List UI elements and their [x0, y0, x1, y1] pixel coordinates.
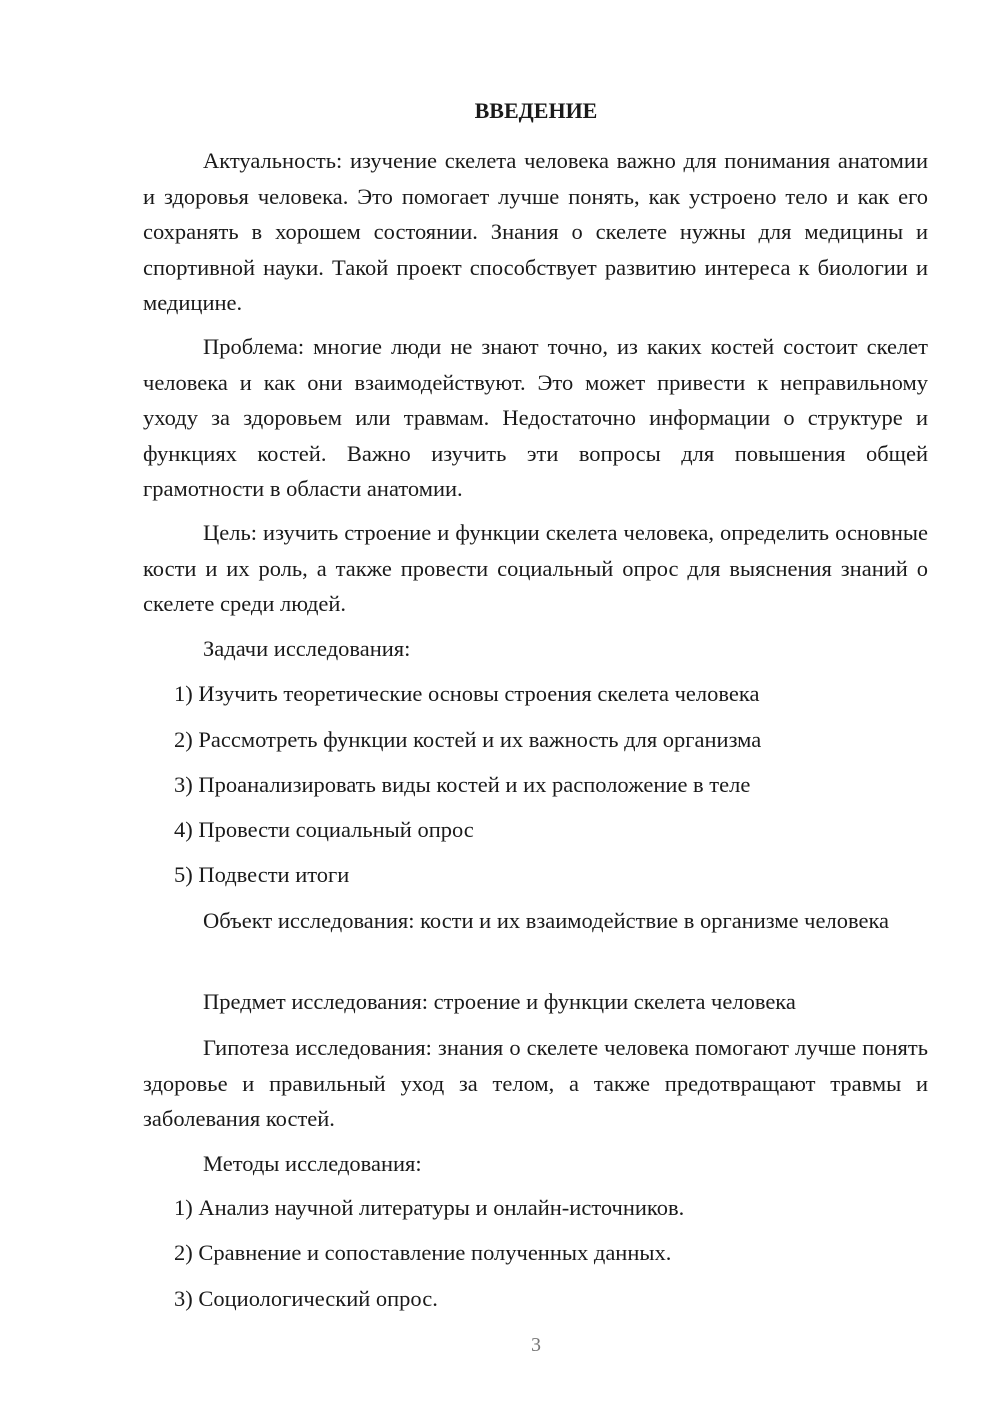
method-item: 1) Анализ научной литературы и онлайн-источников. — [174, 1195, 685, 1220]
object-paragraph: Объект исследования: кости и их взаимодействие в организме человека — [203, 908, 890, 933]
task-item: 2) Рассмотреть функции костей и их важность для организма — [174, 727, 762, 752]
task-item: 5) Подвести итоги — [174, 862, 350, 887]
goal-paragraph: Цель: изучить строение и функции скелета человека, определить основные кости и их роль, а также провести социальный опрос для выяснения знаний о скелете среди людей. — [143, 520, 928, 616]
tasks-heading: Задачи исследования: — [203, 636, 411, 661]
subject-paragraph: Предмет исследования: строение и функции скелета человека — [203, 989, 796, 1014]
method-item: 3) Социологический опрос. — [174, 1286, 438, 1311]
problem-paragraph: Проблема: многие люди не знают точно, из каких костей состоит скелет человека и как они взаимодействуют. Это может привести к неправильному уходу за здоровьем или травмам. Недостаточно информации о структуре и функциях костей. Важно изучить эти вопросы для повышения общей грамотности в области анатомии. — [143, 334, 928, 501]
methods-heading: Методы исследования: — [203, 1151, 422, 1176]
task-item: 3) Проанализировать виды костей и их расположение в теле — [174, 772, 751, 797]
page-title: ВВЕДЕНИЕ — [474, 98, 598, 123]
page-number: 3 — [531, 1334, 541, 1356]
relevance-paragraph: Актуальность: изучение скелета человека важно для понимания анатомии и здоровья человека. Это помогает лучше понять, как устроено тело и как его сохранять в хорошем состоянии. Знания о скелете нужны для медицины и спортивной науки. Такой проект способствует развитию интереса к биологии и медицине. — [143, 148, 928, 315]
task-item: 1) Изучить теоретические основы строения скелета человека — [174, 681, 760, 706]
method-item: 2) Сравнение и сопоставление полученных данных. — [174, 1240, 672, 1265]
hypothesis-paragraph: Гипотеза исследования: знания о скелете человека помогают лучше понять здоровье и правильный уход за телом, а также предотвращают травмы и заболевания костей. — [143, 1035, 928, 1131]
task-item: 4) Провести социальный опрос — [174, 817, 474, 842]
